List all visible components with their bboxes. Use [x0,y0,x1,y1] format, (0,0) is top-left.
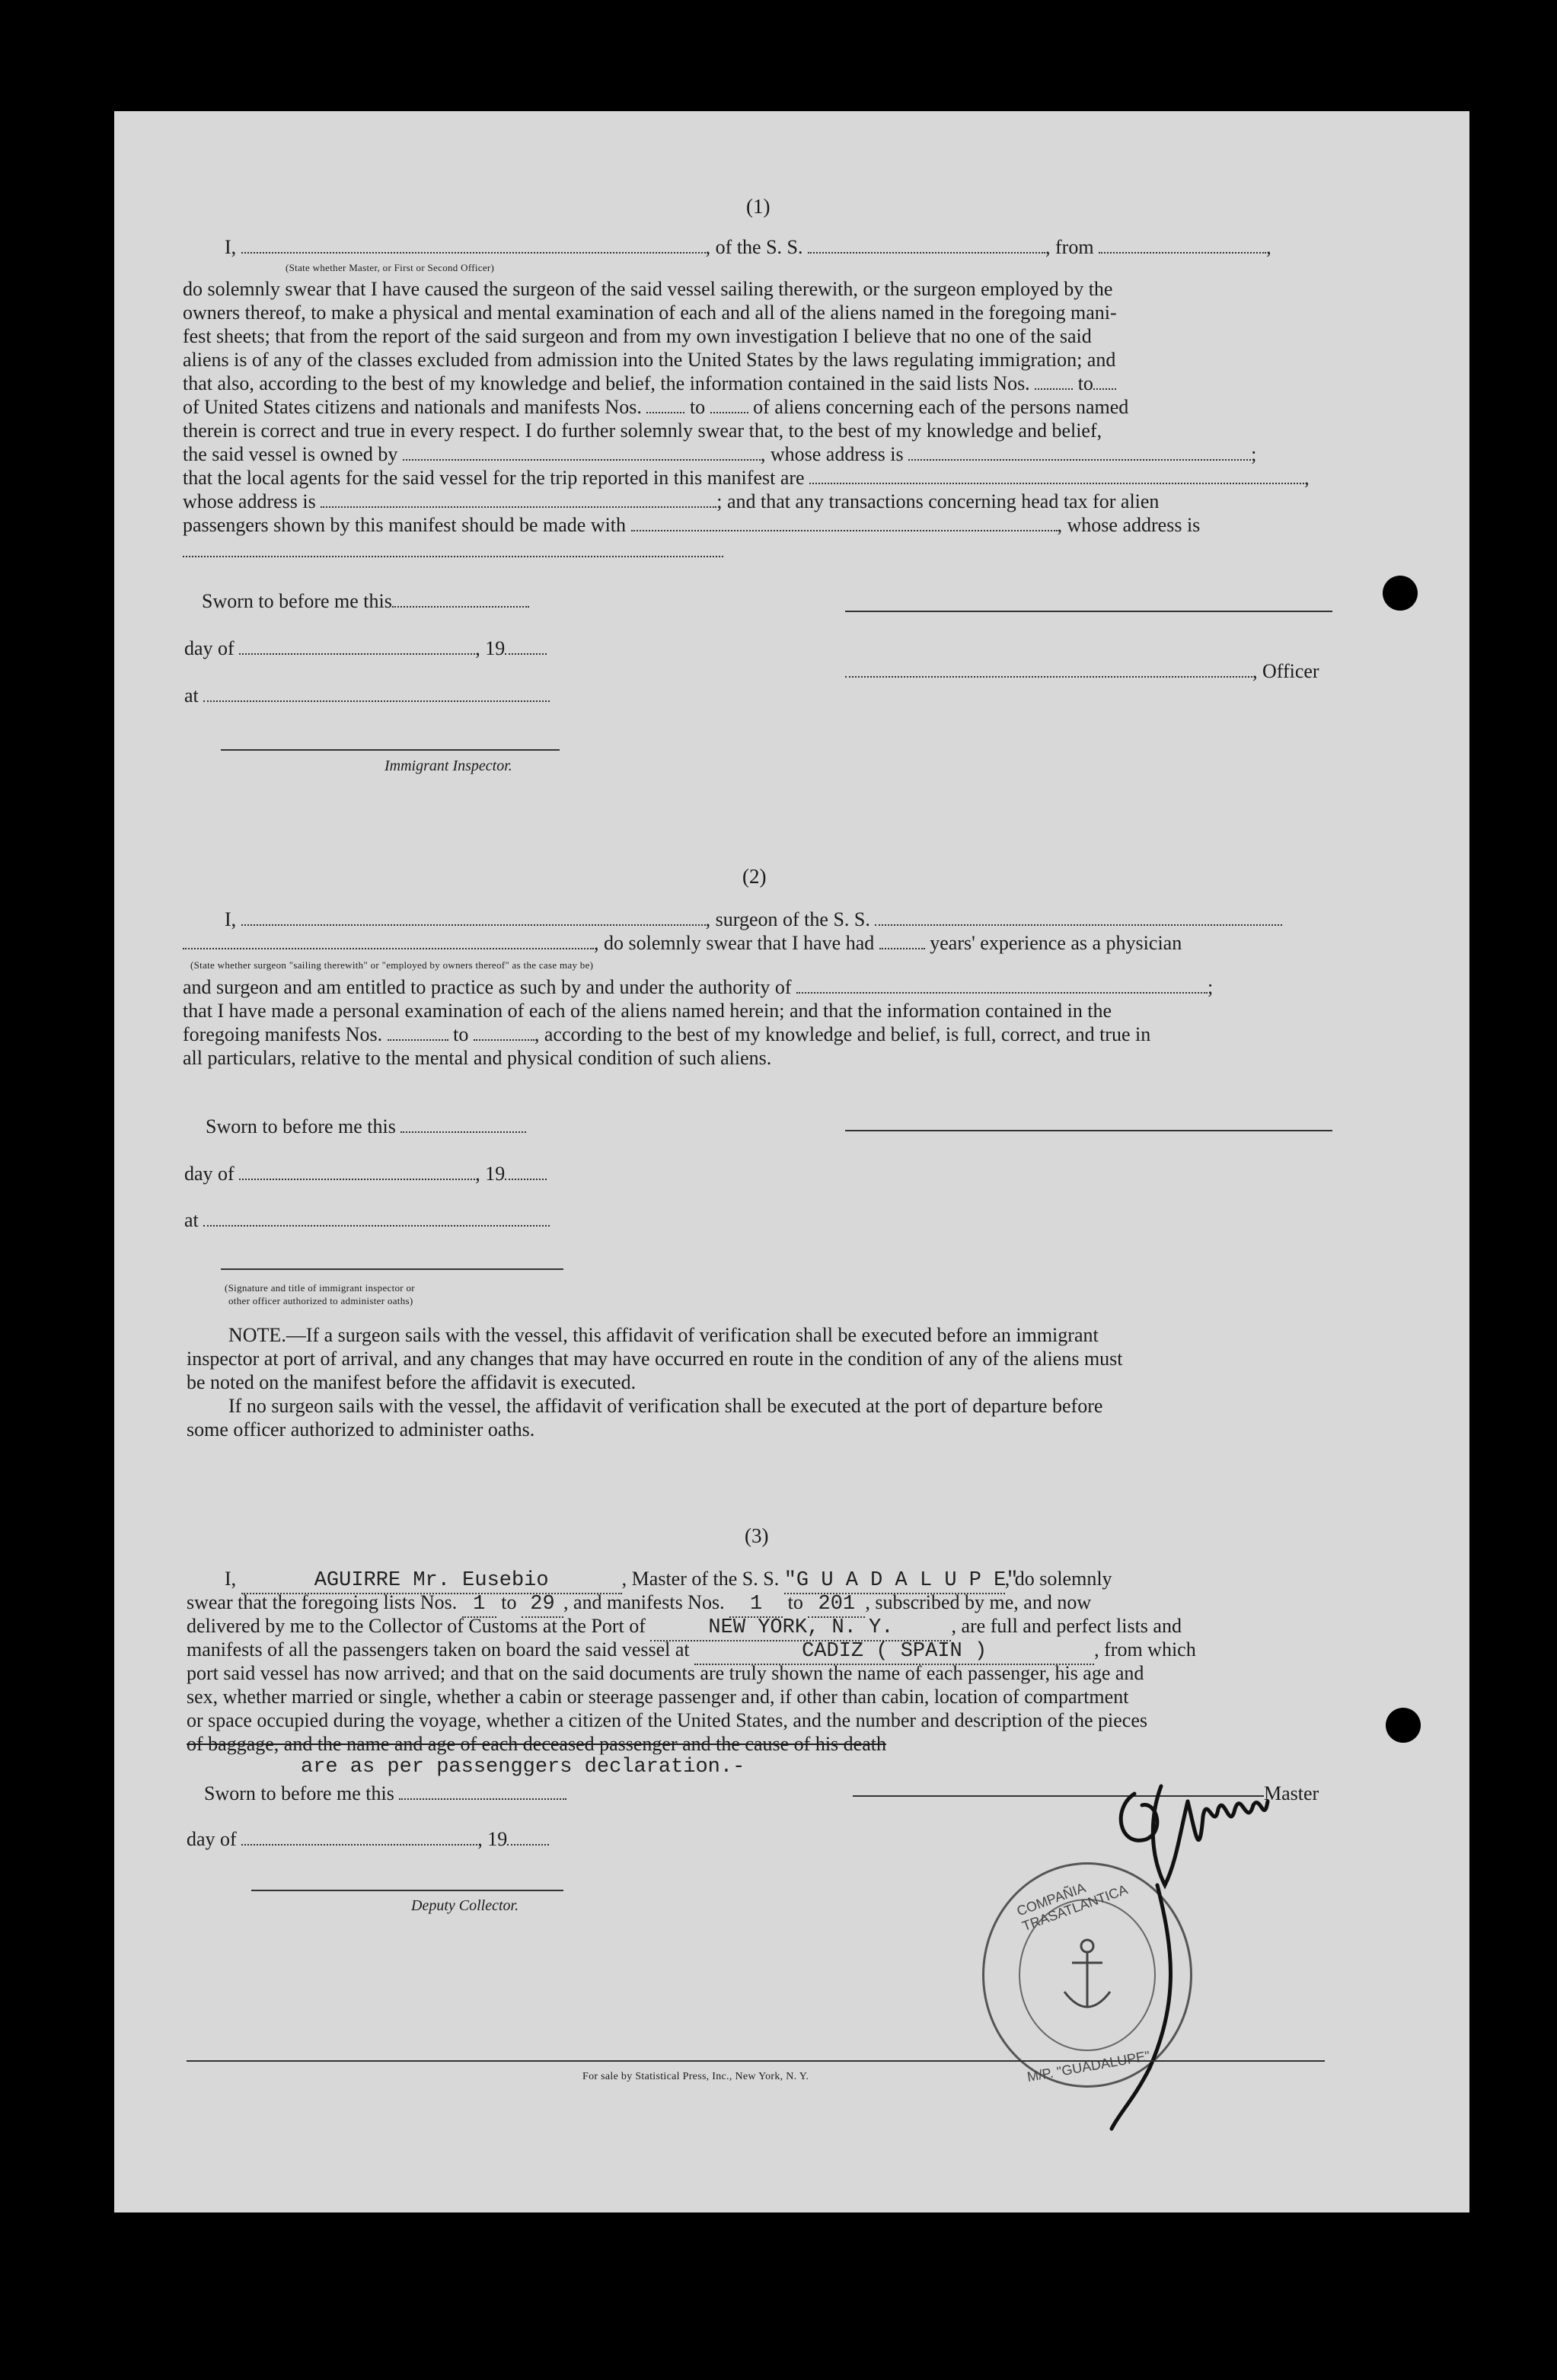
s1-at-field[interactable] [203,687,550,702]
s1-line11b: , whose address is [1057,514,1201,536]
s1-of-ss: , of the S. S. [705,236,803,258]
s1-para-9: that the local agents for the said vessel for the trip reported in this manifest are , [183,467,1310,489]
s2-surgeon-signature-line [845,1130,1332,1131]
s2-line-4: that I have made a personal examination of each of the aliens named herein; and that the information contained in the [183,1000,1112,1022]
s1-line6b: of aliens concerning each of the persons named [753,396,1129,418]
s2-line-5 [183,1023,1150,1046]
s2-line-2 [183,931,1182,955]
manifest-sheet [114,111,1469,2213]
s3-departure[interactable]: CADIZ ( SPAIN ) [694,1640,1094,1665]
s2-year-field[interactable] [505,1165,547,1180]
s2-note-4: If no surgeon sails with the vessel, the affidavit of verification shall be executed at the port of departure before [228,1395,1103,1417]
s3-man-to-label: to [787,1591,803,1613]
s2-note-1: NOTE.—If a surgeon sails with the vessel, this affidavit of verification shall be executed before an immigrant [228,1324,1099,1346]
s1-head-tax-address-field[interactable] [183,542,723,557]
s2-sig-note-1: (Signature and title of immigrant inspector or [225,1282,415,1294]
s1-para-5 [183,372,1116,395]
s1-title-note: (State whether Master, or First or Second Officer) [286,262,495,273]
s1-line8b: , whose address is [760,443,904,465]
s2-at [184,1208,550,1232]
s2-vessel-field[interactable] [875,911,1282,926]
s1-manifest-from-field[interactable] [646,398,684,413]
s3-man-to[interactable]: 201 [808,1593,865,1618]
s2-at-text: at [184,1209,199,1231]
s1-officer-text: , Officer [1252,660,1319,682]
s1-officer-field[interactable] [845,662,1252,678]
s2-authority-field[interactable] [796,978,1208,994]
s1-line-i: I, , of the S. S. , from , [225,236,1271,258]
s1-day-field[interactable] [239,640,475,655]
s2-line5a: foregoing manifests Nos. [183,1023,383,1045]
s2-surgeon: , surgeon of the S. S. [705,908,870,930]
s3-line-5: port said vessel has now arrived; and that on the said documents are truly shown the name of each passenger, his age and [187,1662,1144,1684]
s2-years-field[interactable] [879,934,925,949]
s1-para-11 [183,513,1200,537]
s1-manifest-to-field[interactable] [710,398,748,413]
s2-i-label: I, [225,908,237,930]
s3-year-field[interactable] [507,1830,549,1846]
s1-sworn [202,589,529,613]
s3-port[interactable]: NEW YORK, N. Y. [650,1616,951,1641]
s1-to: to [1077,372,1093,394]
s3-line2c: , subscribed by me, and now [865,1591,1092,1613]
s3-sworn [204,1782,566,1805]
s1-para-10 [183,490,1159,513]
master-signature [1104,1748,1378,2144]
footer-rule [187,2060,1325,2062]
s1-at-text: at [184,684,199,707]
s1-agents-address-field[interactable] [321,493,716,508]
s2-day-of-text: day of [184,1163,235,1185]
s1-from: , from [1045,236,1094,258]
s3-list-to-label: to [501,1591,517,1613]
s2-at-field[interactable] [203,1211,550,1227]
s2-name-field[interactable] [241,911,706,926]
s3-line-7: or space occupied during the voyage, whether a citizen of the United States, and the number and description of the pieces [187,1709,1148,1731]
s3-line2a: swear that the foregoing lists Nos. [187,1591,458,1613]
s3-man-from[interactable]: 1 [729,1593,783,1618]
s3-master-of: , Master of the S. S. [621,1568,780,1590]
s1-from-field[interactable] [1099,238,1266,254]
s1-officer [845,659,1319,683]
s2-line5c: , according to the best of my knowledge and belief, is full, correct, and true in [534,1023,1151,1045]
s2-sworn-field[interactable] [400,1118,526,1133]
section-1-number: (1) [746,195,771,218]
s2-note: (State whether surgeon "sailing therewith" or "employed by owners thereof" as the case may be) [190,959,594,971]
s1-to-2: to [689,396,706,418]
s3-line-6: sex, whether married or single, whether a cabin or steerage passenger and, if other than cabin, location of compartment [187,1686,1129,1708]
s2-inspector-line [221,1268,563,1270]
s3-line2b: , and manifests Nos. [563,1591,725,1613]
s1-para-2: owners thereof, to make a physical and mental examination of each and all of the aliens named in the foregoing mani- [183,301,1117,324]
s3-line3b: , are full and perfect lists and [951,1615,1182,1637]
s3-sworn-field[interactable] [399,1785,566,1800]
s3-line4b: , from which [1094,1638,1196,1661]
s1-day-of-text: day of [184,637,235,659]
s2-years: years' experience as a physician [930,932,1182,954]
s3-line4a: manifests of all the passengers taken on board the said vessel at [187,1638,690,1661]
s1-line9: that the local agents for the said vessel for the trip reported in this manifest are [183,467,805,489]
s2-sworn-text: Sworn to before me this [206,1115,396,1137]
s1-para-1: do solemnly swear that I have caused the surgeon of the said vessel sailing therewith, or the surgeon employed by the [183,278,1113,300]
s1-inspector-label: Immigrant Inspector. [384,758,512,774]
s1-line10b: ; and that any transactions concerning head tax for alien [716,490,1160,512]
s1-para-8: the said vessel is owned by , whose address is ; [183,443,1257,465]
s1-sworn-text: Sworn to before me this [202,590,392,612]
s2-year: , 19 [475,1163,506,1185]
s2-man-from-field[interactable] [388,1026,448,1041]
s2-day-field[interactable] [239,1165,475,1180]
s1-vessel-field[interactable] [808,238,1045,254]
s1-line6: of United States citizens and nationals and manifests Nos. [183,396,642,418]
section-2-number: (2) [742,865,767,888]
s3-day-field[interactable] [241,1830,477,1846]
s2-line-6: all particulars, relative to the mental and physical condition of such aliens. [183,1047,772,1069]
s1-inspector-line [221,749,560,751]
s1-line10a: whose address is [183,490,316,512]
s3-typed-declaration: are as per passenggers declaration.- [301,1756,745,1779]
s3-line-8: of baggage, and the name and age of each deceased passenger and the cause of his death [187,1733,886,1755]
s1-year: , 19 [475,637,506,659]
s3-list-to[interactable]: 29 [522,1593,563,1618]
s1-para-3: fest sheets; that from the report of the said surgeon and from my own investigation I believe that no one of the said [183,325,1092,347]
s1-para-6 [183,395,1128,419]
s3-line3a: delivered by me to the Collector of Customs at the Port of [187,1615,646,1637]
s2-line-i [225,908,1282,931]
s3-day-of-text: day of [187,1828,237,1850]
s1-year-field[interactable] [505,640,547,655]
s2-note-5: some officer authorized to administer oaths. [187,1418,535,1440]
s1-para-5-text: that also, according to the best of my knowledge and belief, the information contained in the said lists Nos. [183,372,1030,394]
s1-owner-address-field[interactable] [908,445,1251,461]
s1-name-field[interactable] [241,238,706,254]
s1-officer-signature-line [845,611,1332,612]
s3-master-name[interactable]: AGUIRRE Mr. Eusebio [241,1569,622,1594]
s2-note-3: be noted on the manifest before the affidavit is executed. [187,1371,637,1393]
s1-lists-from-field[interactable] [1035,375,1073,390]
s2-line3: and surgeon and am entitled to practice as such by and under the authority of [183,976,792,998]
s1-at [184,684,550,707]
section-3-number: (3) [745,1524,769,1547]
s1-line8a: the said vessel is owned by [183,443,398,465]
s3-list-from[interactable]: 1 [462,1593,496,1618]
s1-day-of [184,636,547,660]
stamp-company-text: COMPAÑIA TRASATLANTICA [1014,1880,1130,1935]
s3-sworn-text: Sworn to before me this [204,1782,394,1804]
s3-day-of [187,1827,549,1851]
s2-swear: , do solemnly swear that I have had [594,932,875,954]
s2-sig-note-2: other officer authorized to administer oaths) [228,1295,413,1306]
s1-para-7: therein is correct and true in every respect. I do further solemnly swear that, to the best of my knowledge and belief, [183,420,1102,442]
s1-owner-field[interactable] [403,445,761,461]
s1-i-label: I, [225,236,237,258]
s2-line5b: to [453,1023,469,1045]
s1-para-4: aliens is of any of the classes excluded from admission into the United States by the laws regulating immigration; and [183,349,1116,371]
s3-year: , 19 [477,1828,508,1850]
s2-line-3: and surgeon and am entitled to practice as such by and under the authority of ; [183,976,1214,998]
footer-publisher: For sale by Statistical Press, Inc., New York, N. Y. [582,2071,809,2082]
s3-ship-name[interactable]: "G U A D A L U P E" [784,1569,1005,1594]
stamp-ship-text: M/P. "GUADALUPE" [1026,2047,1151,2085]
s3-deputy-line [251,1890,563,1891]
s1-lists-to-field[interactable] [1093,375,1116,390]
s2-note-2: inspector at port of arrival, and any changes that may have occurred en route in the condition of any of the aliens must [187,1348,1123,1370]
binder-hole-top [1383,576,1418,611]
s1-line11a: passengers shown by this manifest should be made with [183,514,627,536]
s1-agents-field[interactable] [809,469,1304,484]
s3-do-solemnly: , do solemnly [1004,1568,1112,1590]
s2-man-to-field[interactable] [474,1026,534,1041]
s1-para-12 [183,539,723,563]
s3-deputy-label: Deputy Collector. [411,1897,519,1914]
s3-master-label: Master [1264,1782,1319,1804]
s1-head-tax-field[interactable] [631,516,1058,531]
s2-sworn [206,1115,526,1138]
binder-hole-bottom [1386,1708,1421,1743]
s1-sworn-field[interactable] [392,592,529,608]
s2-day-of [184,1162,547,1185]
s2-role-field[interactable] [183,934,594,949]
s3-i-label: I, [225,1568,237,1590]
